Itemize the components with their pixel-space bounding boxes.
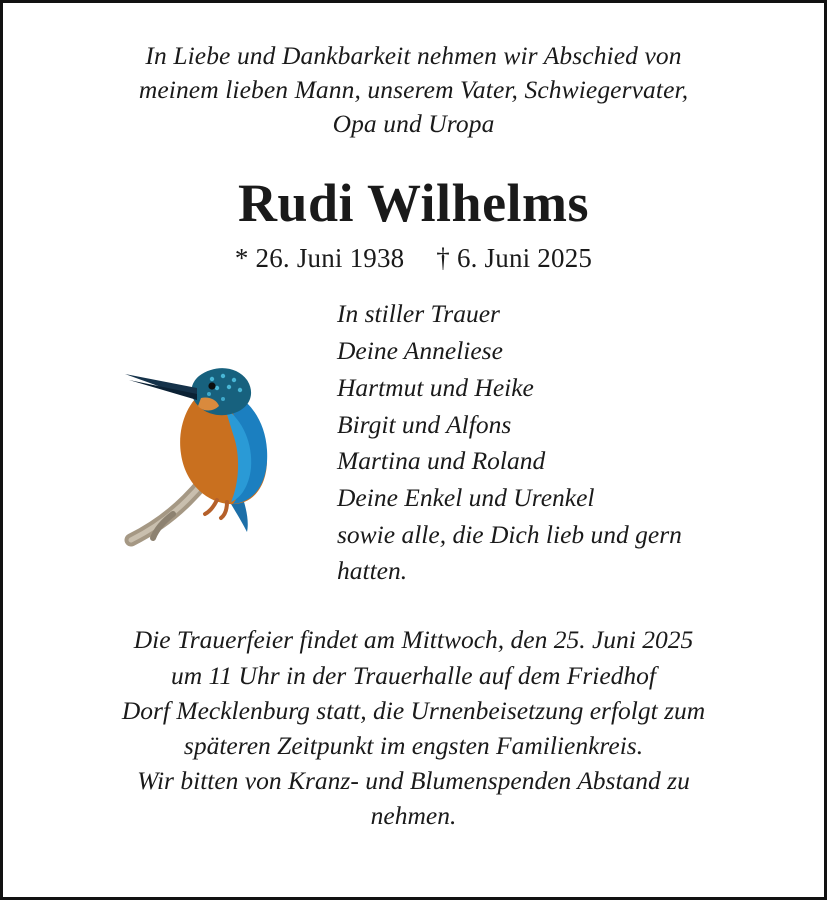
closing-line: Dorf Mecklenburg statt, die Urnenbeisetzung erfolgt zum — [121, 695, 706, 725]
death-date: † 6. Juni 2025 — [436, 243, 593, 274]
closing-line: nehmen. — [370, 801, 457, 831]
mourners-list — [337, 296, 682, 590]
list-item: hatten. — [337, 556, 408, 586]
intro-text — [64, 39, 764, 141]
birth-date: * 26. Juni 1938 — [234, 243, 405, 274]
intro-line: meinem lieben Mann, unserem Vater, Schwiegervater, — [138, 74, 689, 104]
list-item: Deine Enkel und Urenkel — [337, 483, 595, 512]
closing-line: Wir bitten von Kranz- und Blumenspenden Abstand zu — [137, 766, 690, 796]
list-item: Martina und Roland — [337, 446, 546, 476]
middle-section — [39, 296, 788, 616]
list-item: Birgit und Alfons — [337, 409, 512, 439]
closing-line: Die Trauerfeier findet am Mittwoch, den 25. Juni 2025 — [133, 625, 694, 655]
closing-line: um 11 Uhr in der Trauerhalle auf dem Friedhof — [171, 660, 656, 690]
list-item: sowie alle, die Dich lieb und gern — [337, 519, 682, 549]
kingfisher-icon — [113, 324, 303, 554]
life-dates — [39, 243, 788, 274]
list-item: Hartmut und Heike — [337, 372, 534, 402]
list-item: In stiller Trauer — [337, 299, 500, 329]
intro-line: Opa und Uropa — [332, 108, 495, 138]
closing-line: späteren Zeitpunkt im engsten Familienkreis. — [183, 730, 644, 760]
intro-line: In Liebe und Dankbarkeit nehmen wir Abschied von — [145, 41, 682, 70]
funeral-details — [39, 622, 788, 833]
deceased-name: Rudi Wilhelms — [237, 172, 590, 233]
list-item: Deine Anneliese — [337, 336, 503, 366]
